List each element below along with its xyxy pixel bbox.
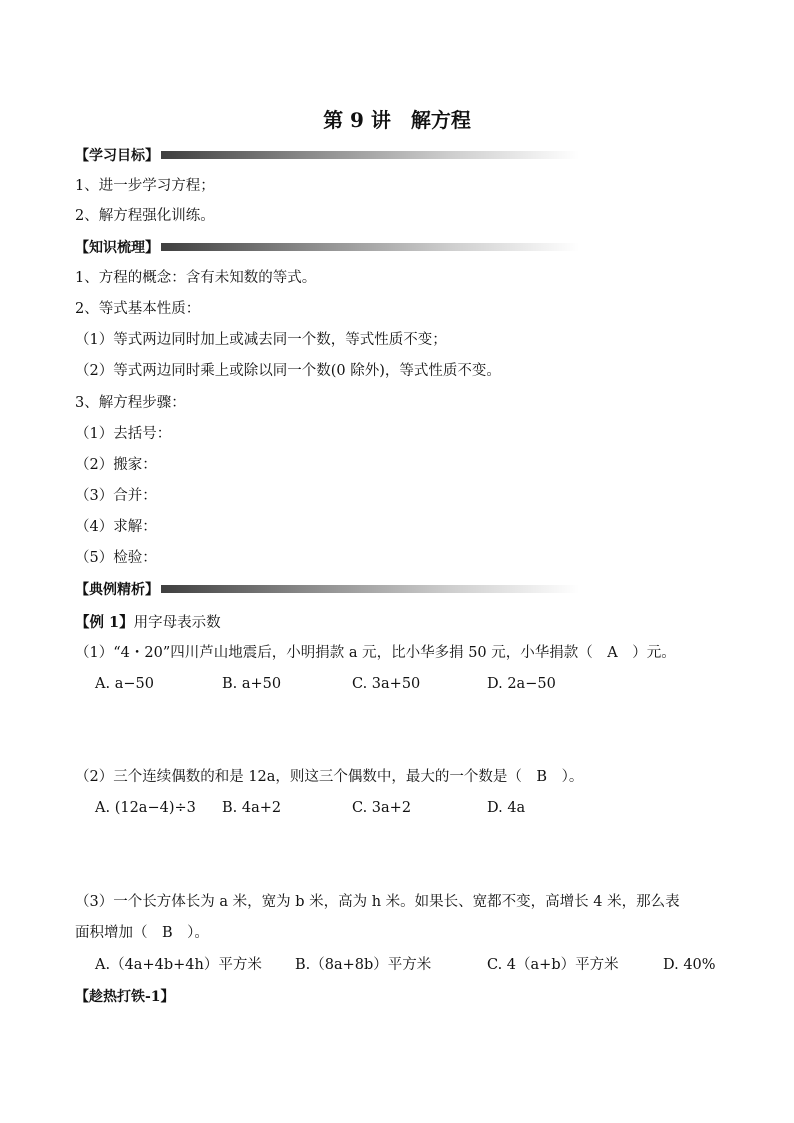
option-c: C. 3a+2 bbox=[352, 800, 412, 816]
option-a: A. (12a−4)÷3 bbox=[95, 800, 196, 816]
property-heading: 2、等式基本性质： bbox=[75, 301, 201, 317]
option-b: B. a+50 bbox=[222, 676, 282, 692]
example-topic: 用字母表示数 bbox=[133, 615, 221, 631]
page-title: 第 9 讲 解方程 bbox=[323, 108, 471, 132]
question-3-line2: 面积增加（ B ）。 bbox=[75, 925, 209, 941]
section-gradient-bar bbox=[161, 151, 579, 159]
question-2: （2）三个连续偶数的和是 12a，则这三个偶数中，最大的一个数是（ B ）。 bbox=[75, 769, 584, 785]
question-1: （1）“4・20”四川芦山地震后，小明捐款 a 元，比小华多捐 50 元，小华捐款（ A ）元。 bbox=[75, 645, 676, 661]
option-a: A. a−50 bbox=[95, 676, 154, 692]
section-label: 【典例精析】 bbox=[75, 582, 159, 598]
option-b: B.（8a+8b）平方米 bbox=[295, 957, 432, 973]
step-item: （1）去括号： bbox=[75, 426, 172, 442]
question-3-line1: （3）一个长方体长为 a 米，宽为 b 米，高为 h 米。如果长、宽都不变，高增长 4 米，那么表 bbox=[75, 894, 680, 910]
option-d: D. 2a−50 bbox=[487, 676, 556, 692]
section-label: 【学习目标】 bbox=[75, 148, 159, 164]
goal-item: 2、解方程强化训练。 bbox=[75, 208, 215, 224]
property-item: （1）等式两边同时加上或减去同一个数，等式性质不变； bbox=[75, 332, 447, 348]
section-gradient-bar bbox=[161, 585, 579, 593]
step-item: （5）检验： bbox=[75, 550, 157, 566]
property-item: （2）等式两边同时乘上或除以同一个数(0 除外)，等式性质不变。 bbox=[75, 363, 501, 379]
section-gradient-bar bbox=[161, 243, 579, 251]
concept-line: 1、方程的概念：含有未知数的等式。 bbox=[75, 270, 317, 286]
section-label: 【趁热打铁-1】 bbox=[75, 989, 175, 1005]
goal-item: 1、进一步学习方程； bbox=[75, 178, 215, 194]
step-item: （3）合并： bbox=[75, 488, 157, 504]
section-heading-practice bbox=[75, 987, 177, 1005]
option-d: D. 40% bbox=[663, 957, 716, 973]
example-label: 【例 1】 bbox=[75, 614, 134, 631]
option-d: D. 4a bbox=[487, 800, 526, 816]
step-item: （4）求解： bbox=[75, 519, 157, 535]
steps-heading: 3、解方程步骤： bbox=[75, 395, 186, 411]
option-b: B. 4a+2 bbox=[222, 800, 282, 816]
section-heading-knowledge bbox=[75, 238, 579, 256]
section-heading-examples bbox=[75, 580, 579, 598]
option-a: A.（4a+4b+4h）平方米 bbox=[95, 957, 262, 973]
option-c: C. 3a+50 bbox=[352, 676, 421, 692]
example-heading bbox=[75, 611, 221, 632]
section-heading-goals bbox=[75, 146, 579, 164]
option-c: C. 4（a+b）平方米 bbox=[487, 957, 619, 973]
step-item: （2）搬家： bbox=[75, 457, 157, 473]
section-label: 【知识梳理】 bbox=[75, 240, 159, 256]
